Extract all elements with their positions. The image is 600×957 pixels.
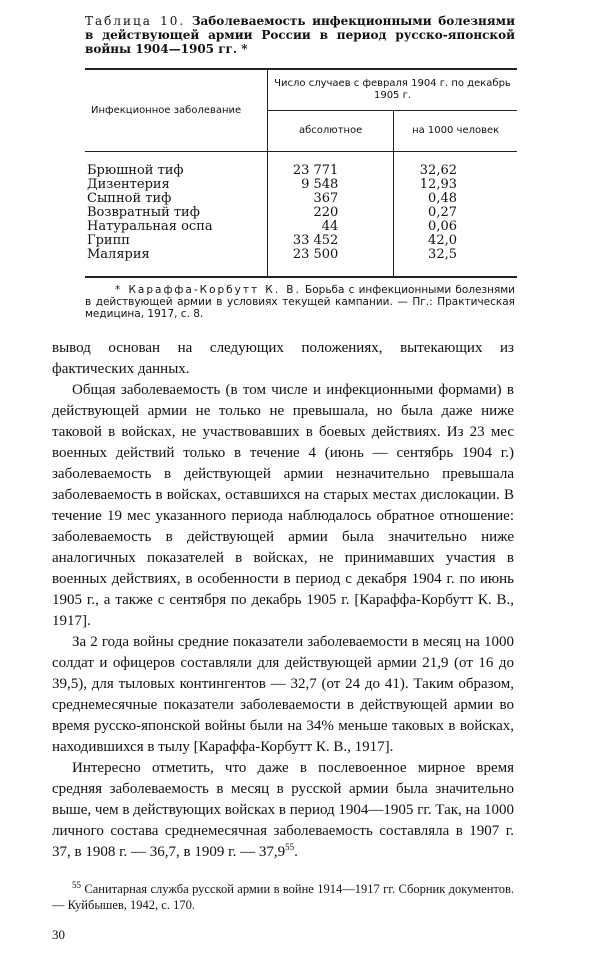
per-1000-cell: 0,06 <box>428 219 457 234</box>
table-row <box>85 178 517 192</box>
table-row <box>85 206 517 220</box>
table-row <box>85 234 517 248</box>
absolute-cell: 33 452 <box>268 234 394 248</box>
table-row <box>85 192 517 206</box>
absolute-cell: 367 <box>268 192 394 206</box>
absolute-cell: 44 <box>268 220 394 234</box>
table-caption <box>85 14 515 56</box>
table-block <box>85 14 515 320</box>
per-1000-cell: 12,93 <box>419 177 457 192</box>
disease-cell: Малярия <box>85 248 268 277</box>
disease-cell: Брюшной тиф <box>85 152 268 179</box>
paragraph: Интересно отметить, что даже в послевоенное мирное время средняя заболеваемость в месяц в русской армии была значительно выше, чем в действующих войсках в период 1904—1905 гг. Так, на 1000 личного состава среднемесячная заболеваемость составляла в 1907 г. 37, в 1908 г. — 36,7, в 1909 г. — 37,9$^{55}$. <box>52 760 514 860</box>
table-title: Заболеваемость инфекционными болезнями в действующей армии России в период русско-японской войны 1904—1905 гг. * <box>85 14 515 56</box>
body-text <box>52 338 514 863</box>
page-footnote <box>52 881 514 913</box>
per-1000-cell: 32,62 <box>419 163 457 178</box>
paragraph-text: Интересно отметить, что даже в послевоенное мирное время средняя заболеваемость в месяц в русской армии была значительно выше, чем в действующих войсках в период 1904—1905 гг. Так, на 1000 личного состава среднемесячная заболеваемость составляла в 1907 г. 37, в 1908 г. — 36,7, в 1909 г. — 37,9 <box>52 760 514 860</box>
paragraph: Общая заболеваемость (в том числе и инфекционными формами) в действующей армии не только не превышала, но была даже ниже таковой в войсках, не участвовавших в боевых действиях. Из 23 мес военных действий только в течение 4 (июнь — сентябрь 1904 г.) заболеваемость в действующей армии незначительно превышала заболеваемость в войсках, оставшихся на старых местах дислокации. В течение 19 мес указанного периода наблюдалось обратное отношение: заболеваемость в действующей армии была значительно ниже аналогичных показателей в войсках, не принимавших участия в военных действиях, в особенности в период с декабря 1904 г. по июнь 1905 г., а также с сентября по декабрь 1905 г. [Караффа-Корбутт К. В., 1917]. <box>52 382 514 629</box>
table-row <box>85 220 517 234</box>
per-1000-cell: 0,48 <box>428 191 457 206</box>
paragraph: вывод основан на следующих положениях, вытекающих из фактических данных. <box>52 340 514 377</box>
disease-cell: Возвратный тиф <box>85 206 268 220</box>
footnote-text: Борьба с инфекционными болезнями в действующей армии в условиях текущей кампании. — Пг.: Практическая медицина, 1917, с. 8. <box>85 284 516 320</box>
header-disease: Инфекционное заболевание <box>85 69 268 152</box>
footnote-number: 55 <box>72 879 81 890</box>
header-absolute: абсолютное <box>268 111 394 152</box>
table-footnote <box>85 284 515 320</box>
table-row <box>85 248 517 277</box>
per-1000-cell: 42,0 <box>428 233 457 248</box>
footnote-ref: 55 <box>285 842 295 852</box>
absolute-cell: 23 771 <box>268 152 394 179</box>
absolute-cell: 9 548 <box>268 178 394 192</box>
footnote-author: * Караффа-Корбутт К. В. <box>115 284 301 296</box>
paragraph: За 2 года войны средние показатели заболеваемости в месяц на 1000 солдат и офицеров составляли для действующей армии 21,9 (от 16 до 39,5), для тыловых контингентов — 32,7 (от 24 до 41). Таким образом, среднемесячные показатели заболеваемости в действующей армии во время русско-японской войны были на 34% меньше таковых в войсках, находившихся в тылу [Караффа-Корбутт К. В., 1917]. <box>52 634 514 755</box>
disease-table <box>85 68 517 278</box>
disease-cell: Сыпной тиф <box>85 192 268 206</box>
disease-cell: Натуральная оспа <box>85 220 268 234</box>
per-1000-cell: 32,5 <box>394 248 517 277</box>
page-number: 30 <box>52 927 65 942</box>
header-per-1000: на 1000 человек <box>394 111 517 152</box>
absolute-cell: 220 <box>268 206 394 220</box>
absolute-cell: 23 500 <box>268 248 394 277</box>
table-row <box>85 152 517 179</box>
footnote-text: Санитарная служба русской армии в войне 1914—1917 гг. Сборник документов. — Куйбышев, 1942, с. 170. <box>52 882 514 912</box>
disease-cell: Дизентерия <box>85 178 268 192</box>
per-1000-cell: 0,27 <box>428 205 457 220</box>
disease-cell: Грипп <box>85 234 268 248</box>
header-case-count: Число случаев с февраля 1904 г. по декабрь 1905 г. <box>268 69 518 111</box>
table-label: Таблица 10. <box>85 14 186 28</box>
